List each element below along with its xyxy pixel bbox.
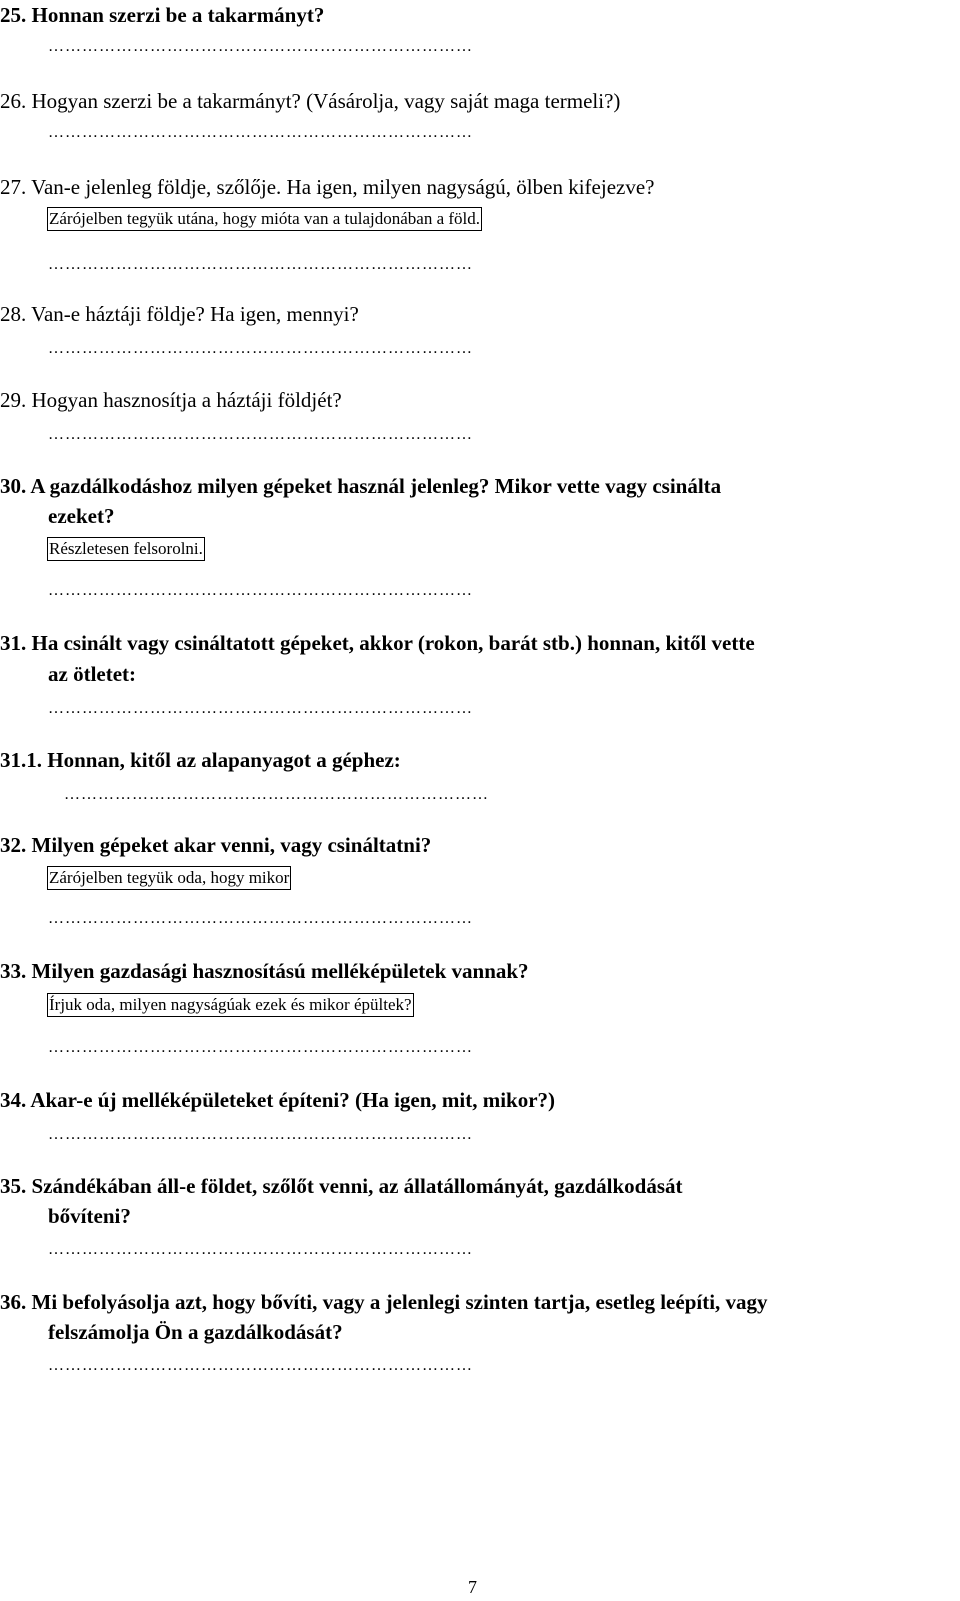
instruction-note-33: Írjuk oda, milyen nagyságúak ezek és mikor épültek? (47, 993, 414, 1017)
answer-dots-35: ………………………………………………………………… (48, 1241, 473, 1258)
question-30-continuation: ezeket? (48, 504, 115, 528)
instruction-note-32: Zárójelben tegyük oda, hogy mikor (47, 866, 291, 890)
instruction-note-30: Részletesen felsorolni. (47, 537, 205, 561)
answer-dots-36: ………………………………………………………………… (48, 1357, 473, 1374)
question-26: 26. Hogyan szerzi be a takarmányt? (Vásárolja, vagy saját maga termeli?) (0, 89, 621, 113)
answer-dots-29: ………………………………………………………………… (48, 426, 473, 443)
instruction-note-27: Zárójelben tegyük utána, hogy mióta van a tulajdonában a föld. (47, 207, 482, 231)
page-number: 7 (468, 1577, 477, 1597)
question-25: 25. Honnan szerzi be a takarmányt? (0, 3, 325, 27)
answer-dots-31-1: ………………………………………………………………… (64, 786, 489, 803)
answer-dots-28: ………………………………………………………………… (48, 340, 473, 357)
question-31-1: 31.1. Honnan, kitől az alapanyagot a géphez: (0, 748, 401, 772)
question-33: 33. Milyen gazdasági hasznosítású melléképületek vannak? (0, 959, 529, 983)
answer-dots-32: ………………………………………………………………… (48, 910, 473, 927)
answer-dots-26: ………………………………………………………………… (48, 124, 473, 141)
question-32: 32. Milyen gépeket akar venni, vagy csináltatni? (0, 833, 432, 857)
answer-dots-30: ………………………………………………………………… (48, 582, 473, 599)
answer-dots-34: ………………………………………………………………… (48, 1126, 473, 1143)
question-36: 36. Mi befolyásolja azt, hogy bővíti, vagy a jelenlegi szinten tartja, esetleg leépíti, vagy (0, 1290, 768, 1314)
question-31: 31. Ha csinált vagy csináltatott gépeket, akkor (rokon, barát stb.) honnan, kitől vette (0, 631, 755, 655)
question-30: 30. A gazdálkodáshoz milyen gépeket használ jelenleg? Mikor vette vagy csinálta (0, 474, 722, 498)
question-28: 28. Van-e háztáji földje? Ha igen, mennyi? (0, 302, 359, 326)
answer-dots-33: ………………………………………………………………… (48, 1039, 473, 1056)
question-31-continuation: az ötletet: (48, 662, 137, 686)
question-34: 34. Akar-e új melléképületeket építeni? (Ha igen, mit, mikor?) (0, 1088, 556, 1112)
question-29: 29. Hogyan hasznosítja a háztáji földjét? (0, 388, 342, 412)
answer-dots-25: ………………………………………………………………… (48, 38, 473, 55)
answer-dots-27: ………………………………………………………………… (48, 256, 473, 273)
question-35-continuation: bővíteni? (48, 1204, 131, 1228)
question-27: 27. Van-e jelenleg földje, szőlője. Ha igen, milyen nagyságú, ölben kifejezve? (0, 175, 655, 199)
question-36-continuation: felszámolja Ön a gazdálkodását? (48, 1320, 343, 1344)
question-35: 35. Szándékában áll-e földet, szőlőt venni, az állatállományát, gazdálkodását (0, 1174, 683, 1198)
answer-dots-31: ………………………………………………………………… (48, 700, 473, 717)
